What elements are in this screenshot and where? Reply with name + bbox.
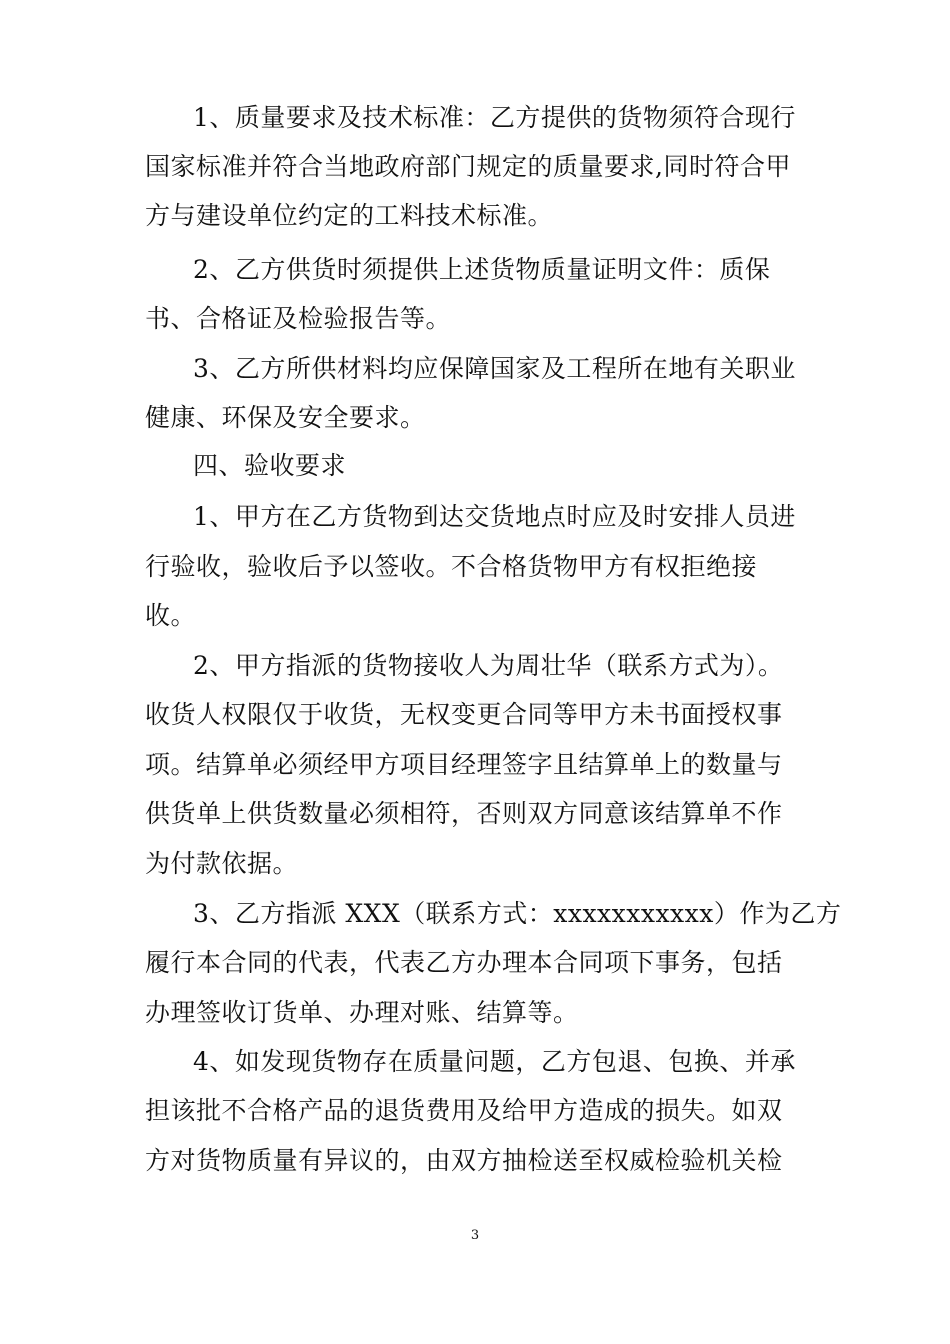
paragraph-line: 收。 bbox=[145, 601, 197, 630]
paragraph-line: 3、乙方指派 XXX（联系方式：xxxxxxxxxxx）作为乙方 bbox=[193, 899, 842, 928]
paragraph-line: 办理签收订货单、办理对账、结算等。 bbox=[145, 998, 579, 1027]
paragraph-line: 4、如发现货物存在质量问题，乙方包退、包换、并承 bbox=[193, 1047, 796, 1076]
paragraph-line: 健康、环保及安全要求。 bbox=[145, 403, 426, 432]
paragraph-line: 收货人权限仅于收货，无权变更合同等甲方未书面授权事 bbox=[145, 700, 783, 729]
paragraph-line: 1、质量要求及技术标准：乙方提供的货物须符合现行 bbox=[193, 103, 796, 132]
paragraph-line: 项。结算单必须经甲方项目经理签字且结算单上的数量与 bbox=[145, 750, 783, 779]
paragraph-line: 国家标准并符合当地政府部门规定的质量要求,同时符合甲 bbox=[145, 152, 791, 181]
paragraph-line: 为付款依据。 bbox=[145, 849, 299, 878]
paragraph-line: 供货单上供货数量必须相符，否则双方同意该结算单不作 bbox=[145, 799, 783, 828]
paragraph-line: 履行本合同的代表，代表乙方办理本合同项下事务，包括 bbox=[145, 948, 783, 977]
paragraph-line: 行验收，验收后予以签收。不合格货物甲方有权拒绝接 bbox=[145, 552, 758, 581]
paragraph-line: 2、甲方指派的货物接收人为周壮华（联系方式为）。 bbox=[193, 651, 784, 680]
paragraph-line: 3、乙方所供材料均应保障国家及工程所在地有关职业 bbox=[193, 354, 796, 383]
paragraph-line: 方对货物质量有异议的，由双方抽检送至权威检验机关检 bbox=[145, 1146, 783, 1175]
paragraph-line: 书、合格证及检验报告等。 bbox=[145, 304, 452, 333]
paragraph-line: 2、乙方供货时须提供上述货物质量证明文件：质保 bbox=[193, 255, 771, 284]
paragraph-line: 担该批不合格产品的退货费用及给甲方造成的损失。如双 bbox=[145, 1096, 783, 1125]
page-number: 3 bbox=[470, 1228, 480, 1243]
section-heading: 四、验收要求 bbox=[193, 451, 347, 480]
paragraph-line: 1、甲方在乙方货物到达交货地点时应及时安排人员进 bbox=[193, 502, 796, 531]
paragraph-line: 方与建设单位约定的工料技术标准。 bbox=[145, 201, 554, 230]
